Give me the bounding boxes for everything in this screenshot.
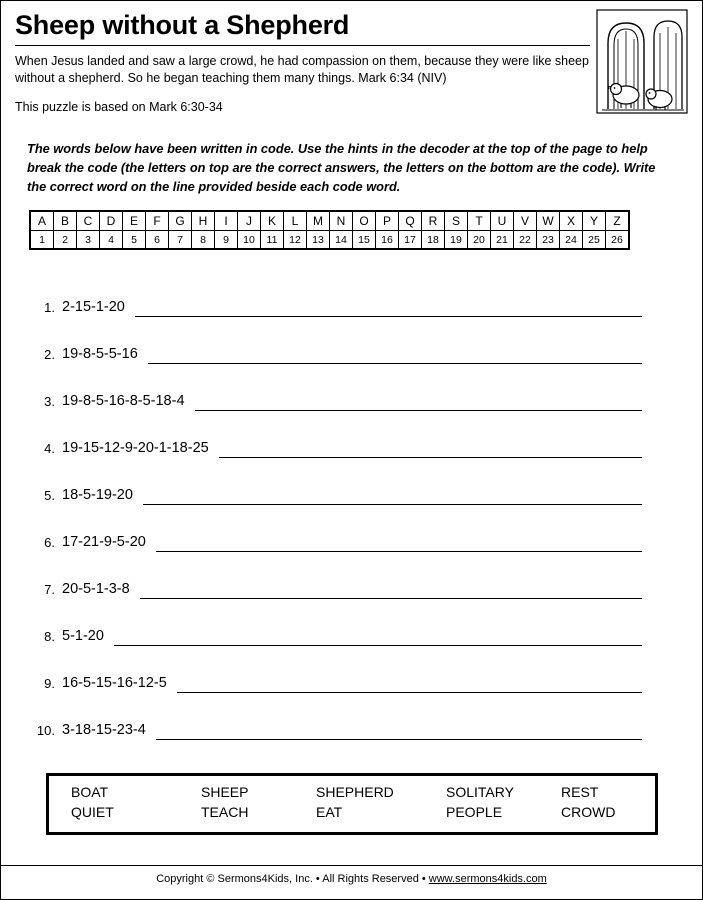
decoder-letter-cell: O	[353, 211, 376, 231]
puzzle-item	[29, 646, 702, 693]
decoder-number-cell: 6	[146, 231, 169, 250]
puzzle-answer-line[interactable]	[143, 503, 642, 505]
puzzle-answer-line[interactable]	[156, 738, 642, 740]
puzzle-answer-line[interactable]	[135, 315, 642, 317]
puzzle-item	[29, 599, 702, 646]
decoder-number-cell: 3	[77, 231, 100, 250]
decoder-key-table	[29, 210, 630, 250]
decoder-letter-cell: U	[491, 211, 514, 231]
puzzle-item	[29, 317, 702, 364]
decoder-number-cell: 25	[583, 231, 606, 250]
puzzle-item	[29, 693, 702, 740]
puzzle-item-number: 3.	[44, 394, 55, 410]
puzzle-answer-line[interactable]	[156, 550, 642, 552]
decoder-number-cell: 2	[54, 231, 77, 250]
word-bank-word: EAT	[316, 804, 343, 820]
decoder-number-row	[30, 231, 629, 250]
decoder-number-cell: 15	[353, 231, 376, 250]
puzzle-item	[29, 458, 702, 505]
puzzle-item-number: 8.	[44, 629, 55, 645]
decoder-letter-cell: L	[284, 211, 307, 231]
footer-website-link[interactable]: www.sermons4kids.com	[428, 873, 547, 885]
decoder-number-cell: 14	[330, 231, 353, 250]
decoder-letter-cell: Z	[606, 211, 630, 231]
decoder-number-cell: 21	[491, 231, 514, 250]
puzzle-item-code: 19-8-5-16-8-5-18-4	[62, 393, 185, 410]
decoder-letter-cell: Q	[399, 211, 422, 231]
based-on-text: This puzzle is based on Mark 6:30-34	[15, 100, 223, 115]
decoder-number-cell: 1	[30, 231, 54, 250]
footer-divider	[1, 865, 702, 866]
puzzle-item	[29, 270, 702, 317]
decoder-number-cell: 4	[100, 231, 123, 250]
decoder-letter-cell: J	[238, 211, 261, 231]
puzzle-item-number: 5.	[44, 488, 55, 504]
decoder-number-cell: 11	[261, 231, 284, 250]
decoder-letter-cell: W	[537, 211, 560, 231]
decoder-letter-cell: H	[192, 211, 215, 231]
decoder-letter-cell: T	[468, 211, 491, 231]
title-divider	[15, 45, 590, 46]
decoder-letter-cell: I	[215, 211, 238, 231]
word-bank-word: PEOPLE	[446, 804, 503, 820]
decoder-letter-cell: A	[30, 211, 54, 231]
word-bank-word: SHEPHERD	[316, 784, 394, 800]
decoder-letter-cell: V	[514, 211, 537, 231]
puzzle-item-code: 18-5-19-20	[62, 487, 133, 504]
decoder-number-cell: 12	[284, 231, 307, 250]
puzzle-answer-line[interactable]	[219, 456, 642, 458]
puzzle-item-number: 10.	[36, 723, 55, 739]
decoder-number-cell: 22	[514, 231, 537, 250]
jesus-with-sheep-illustration	[596, 9, 688, 114]
puzzle-item-code: 2-15-1-20	[62, 299, 125, 316]
puzzle-item	[29, 505, 702, 552]
footer-copyright: Copyright © Sermons4Kids, Inc. • All Rights Reserved •	[156, 873, 429, 885]
decoder-letter-cell: E	[123, 211, 146, 231]
decoder-number-cell: 5	[123, 231, 146, 250]
decoder-number-cell: 19	[445, 231, 468, 250]
decoder-letter-cell: B	[54, 211, 77, 231]
puzzle-item-number: 9.	[44, 676, 55, 692]
footer	[1, 873, 702, 885]
puzzle-item-code: 17-21-9-5-20	[62, 534, 146, 551]
word-bank-word: QUIET	[71, 804, 114, 820]
puzzle-answer-line[interactable]	[177, 691, 642, 693]
puzzle-item-code: 20-5-1-3-8	[62, 581, 130, 598]
decoder-number-cell: 26	[606, 231, 630, 250]
decoder-number-cell: 17	[399, 231, 422, 250]
puzzle-item	[29, 411, 702, 458]
decoder-letter-cell: P	[376, 211, 399, 231]
decoder-number-cell: 23	[537, 231, 560, 250]
puzzle-item-code: 19-8-5-5-16	[62, 346, 138, 363]
word-bank	[46, 773, 658, 835]
decoder-letter-cell: D	[100, 211, 123, 231]
puzzle-item-code: 3-18-15-23-4	[62, 722, 146, 739]
puzzle-item	[29, 552, 702, 599]
decoder-letter-cell: X	[560, 211, 583, 231]
word-bank-word: BOAT	[71, 784, 109, 800]
decoder-number-cell: 8	[192, 231, 215, 250]
word-bank-word: SOLITARY	[446, 784, 514, 800]
puzzle-list	[1, 270, 702, 740]
puzzle-item-number: 6.	[44, 535, 55, 551]
decoder-letter-cell: R	[422, 211, 445, 231]
puzzle-item-number: 4.	[44, 441, 55, 457]
word-bank-word: TEACH	[201, 804, 249, 820]
page-header	[1, 1, 702, 114]
puzzle-item-number: 7.	[44, 582, 55, 598]
decoder-number-cell: 13	[307, 231, 330, 250]
word-bank-word: REST	[561, 784, 599, 800]
decoder-letter-cell: S	[445, 211, 468, 231]
decoder-number-cell: 16	[376, 231, 399, 250]
decoder-letter-cell: K	[261, 211, 284, 231]
decoder-number-cell: 24	[560, 231, 583, 250]
puzzle-item	[29, 364, 702, 411]
puzzle-answer-line[interactable]	[195, 409, 642, 411]
puzzle-item-code: 5-1-20	[62, 628, 104, 645]
decoder-letter-cell: M	[307, 211, 330, 231]
word-bank-word: CROWD	[561, 804, 616, 820]
decoder-letter-row	[30, 211, 629, 231]
decoder-letter-cell: C	[77, 211, 100, 231]
puzzle-item-code: 16-5-15-16-12-5	[62, 675, 167, 692]
decoder-letter-cell: Y	[583, 211, 606, 231]
puzzle-item-number: 2.	[44, 347, 55, 363]
decoder-number-cell: 7	[169, 231, 192, 250]
puzzle-answer-line[interactable]	[114, 644, 642, 646]
page-title: Sheep without a Shepherd	[15, 10, 350, 40]
decoder-letter-cell: N	[330, 211, 353, 231]
decoder-number-cell: 20	[468, 231, 491, 250]
puzzle-answer-line[interactable]	[140, 597, 642, 599]
puzzle-item-code: 19-15-12-9-20-1-18-25	[62, 440, 209, 457]
scripture-verse: When Jesus landed and saw a large crowd, he had compassion on them, because they were like sheep without a shepherd. So he began teaching them many things. Mark 6:34 (NIV)	[15, 53, 589, 85]
decoder-number-cell: 18	[422, 231, 445, 250]
decoder-letter-cell: F	[146, 211, 169, 231]
word-bank-word: SHEEP	[201, 784, 249, 800]
decoder-number-cell: 9	[215, 231, 238, 250]
decoder-number-cell: 10	[238, 231, 261, 250]
puzzle-item-number: 1.	[44, 300, 55, 316]
decoder-letter-cell: G	[169, 211, 192, 231]
instructions-text: The words below have been written in code. Use the hints in the decoder at the top of the page to help break the code (the letters on top are the correct answers, the letters on the bottom are the code). Write the correct word on the line provided beside each code word.	[27, 141, 656, 194]
puzzle-answer-line[interactable]	[148, 362, 642, 364]
